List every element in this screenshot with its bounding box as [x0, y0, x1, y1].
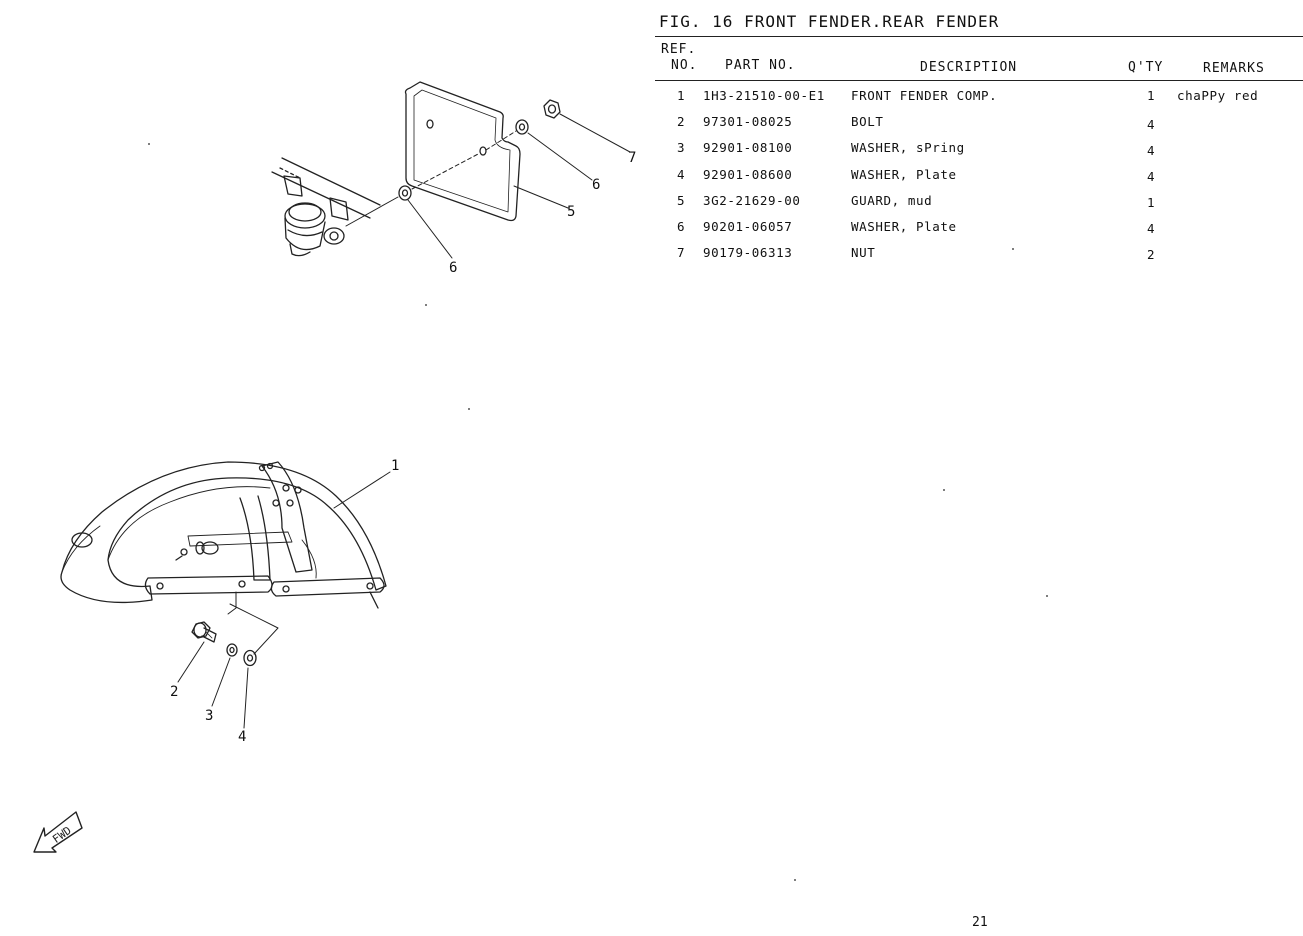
scan-speck [425, 304, 427, 306]
description-cell: NUT [851, 245, 876, 260]
header-remarks: REMARKS [1203, 61, 1265, 76]
callout-3: 3 [205, 708, 214, 724]
ref-no-cell: 2 [677, 114, 686, 129]
ref-no-cell: 5 [677, 193, 686, 208]
fwd-label: FWD [50, 823, 74, 846]
part-no-cell: 92901-08100 [703, 140, 793, 155]
scan-speck [148, 143, 150, 145]
qty-cell: 4 [1147, 117, 1156, 132]
page-number: 21 [972, 915, 988, 930]
qty-cell: 2 [1147, 247, 1156, 262]
description-cell: WASHER, sPring [851, 140, 965, 155]
washer-part-6-lower [399, 186, 411, 200]
washer-part-6-upper [516, 120, 528, 134]
part-no-cell: 1H3-21510-00-E1 [703, 88, 825, 103]
callout-2: 2 [170, 684, 179, 700]
description-cell: GUARD, mud [851, 193, 933, 208]
title-rule [655, 36, 1303, 37]
callout-1: 1 [391, 458, 400, 474]
ref-no-cell: 7 [677, 245, 686, 260]
callout-5: 5 [567, 204, 576, 220]
qty-cell: 4 [1147, 143, 1156, 158]
ref-no-cell: 3 [677, 140, 686, 155]
exploded-parts-diagram [0, 0, 650, 936]
ref-no-cell: 1 [677, 88, 686, 103]
bolt-part-2 [192, 622, 216, 642]
description-cell: FRONT FENDER COMP. [851, 88, 998, 103]
table-row [659, 193, 1299, 213]
header-part-no: PART NO. [725, 58, 796, 73]
qty-cell: 4 [1147, 221, 1156, 236]
part-no-cell: 3G2-21629-00 [703, 193, 801, 208]
header-ref-line1: REF. [661, 42, 697, 57]
part-no-cell: 90179-06313 [703, 245, 793, 260]
qty-cell: 4 [1147, 169, 1156, 184]
header-description: DESCRIPTION [920, 60, 1018, 75]
callout-6-upper: 6 [592, 177, 601, 193]
description-cell: BOLT [851, 114, 884, 129]
header-ref-line2: NO. [671, 58, 698, 73]
scan-speck [794, 879, 796, 881]
table-row [659, 88, 1299, 108]
washer-part-3 [227, 644, 237, 656]
rear-frame-fragment [272, 158, 380, 256]
table-row [659, 219, 1299, 239]
callout-7: 7 [628, 150, 637, 166]
scan-speck [943, 489, 945, 491]
nut-part-7 [544, 100, 560, 118]
description-cell: WASHER, Plate [851, 167, 957, 182]
ref-no-cell: 4 [677, 167, 686, 182]
washer-part-4 [244, 651, 256, 666]
ref-no-cell: 6 [677, 219, 686, 234]
callout-6-lower: 6 [449, 260, 458, 276]
figure-title: FIG. 16 FRONT FENDER.REAR FENDER [659, 12, 1000, 31]
part-no-cell: 90201-06057 [703, 219, 793, 234]
mud-guard-part-5 [406, 82, 521, 221]
description-cell: WASHER, Plate [851, 219, 957, 234]
header-qty: Q'TY [1128, 60, 1164, 75]
qty-cell: 1 [1147, 195, 1156, 210]
table-row [659, 114, 1299, 134]
scan-speck [468, 408, 470, 410]
part-no-cell: 97301-08025 [703, 114, 793, 129]
table-row [659, 167, 1299, 187]
qty-cell: 1 [1147, 88, 1156, 103]
front-fender-part-1 [61, 462, 386, 608]
fwd-arrow-icon [30, 806, 86, 860]
table-row [659, 245, 1299, 265]
header-rule [655, 80, 1303, 81]
scan-speck [1046, 595, 1048, 597]
part-no-cell: 92901-08600 [703, 167, 793, 182]
remarks-cell: chaPPy red [1177, 88, 1259, 103]
callout-4: 4 [238, 729, 247, 745]
table-row [659, 140, 1299, 160]
